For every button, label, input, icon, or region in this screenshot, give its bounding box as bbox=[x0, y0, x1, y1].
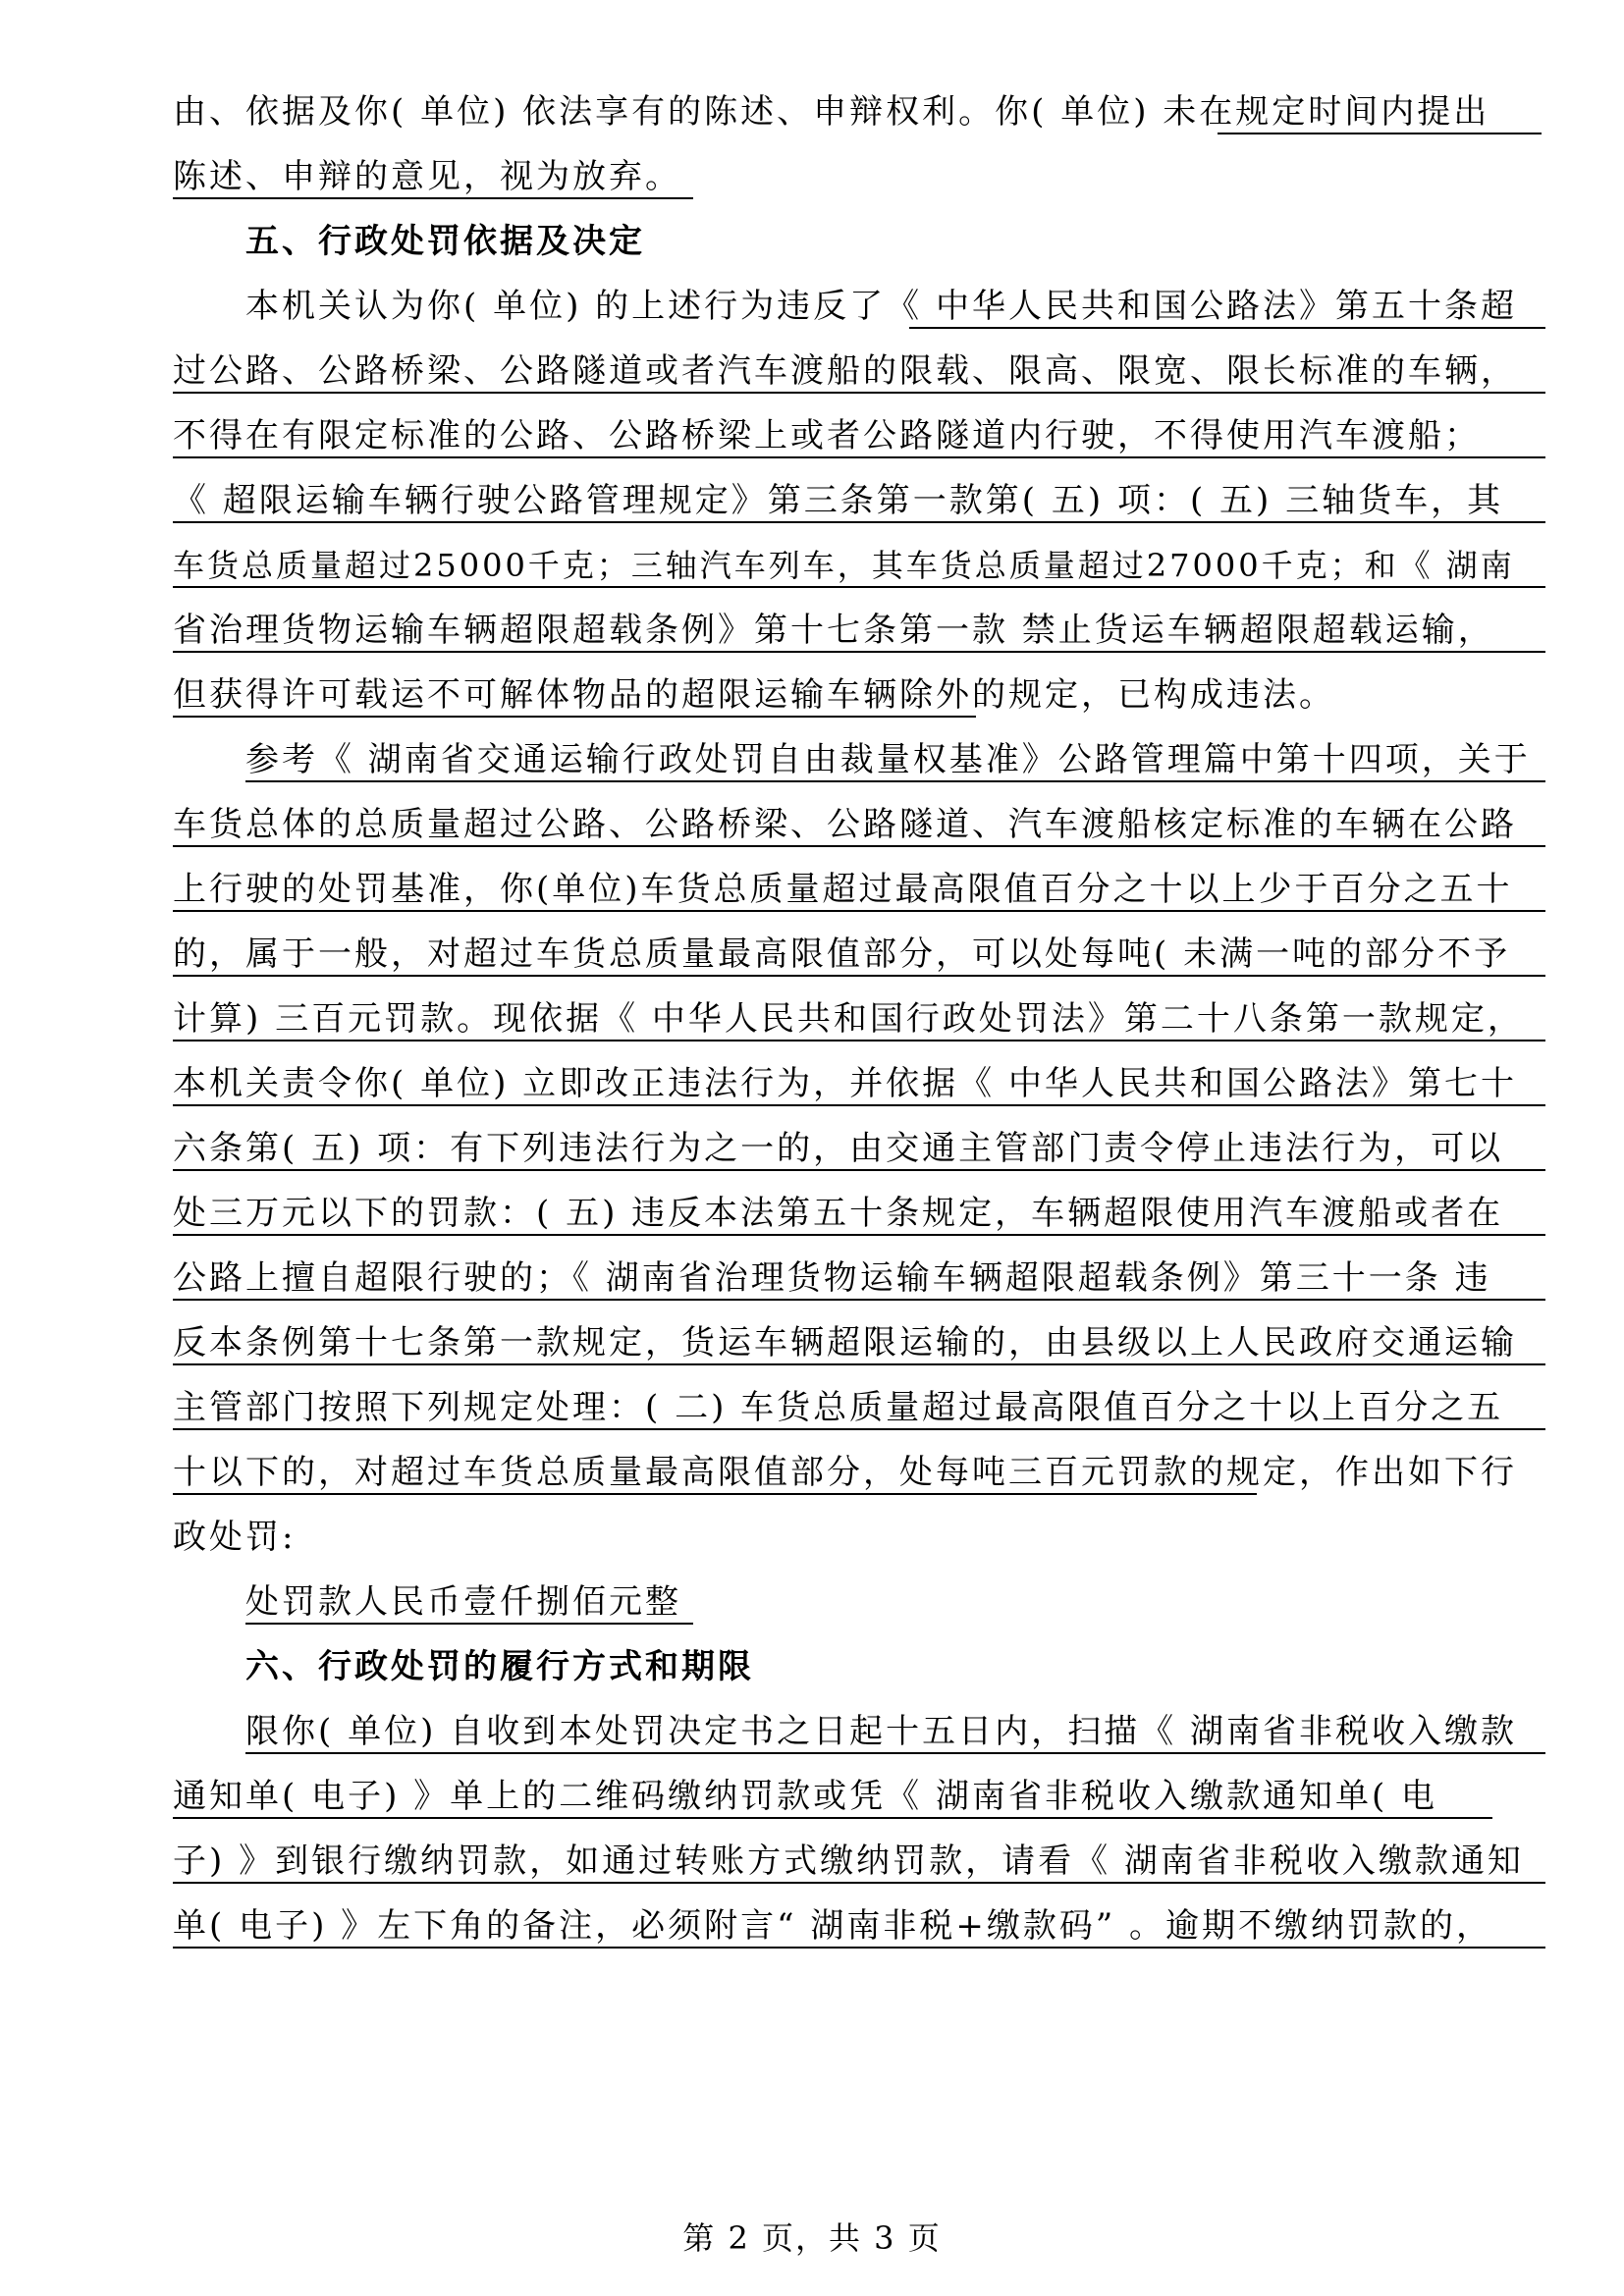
underline bbox=[173, 521, 1545, 523]
text-line: 不得在有限定标准的公路、公路桥梁上或者公路隧道内行驶，不得使用汽车渡船； bbox=[173, 416, 1481, 455]
underline bbox=[173, 975, 1545, 977]
text-line: 限你( 单位) 自收到本处罚决定书之日起十五日内，扫描《 湖南省非税收入缴款 bbox=[245, 1712, 1517, 1751]
text-line: 车货总体的总质量超过公路、公路桥梁、公路隧道、汽车渡船核定标准的车辆在公路 bbox=[173, 805, 1517, 844]
text-line: 省治理货物运输车辆超限超载条例》第十七条第一款 禁止货运车辆超限超载运输， bbox=[173, 611, 1494, 650]
underline bbox=[173, 716, 976, 718]
section-heading: 五、行政处罚依据及决定 bbox=[245, 222, 645, 261]
underline bbox=[173, 910, 1545, 912]
text-line: 单( 电子) 》左下角的备注，必须附言“ 湖南非税+缴款码” 。逾期不缴纳罚款的， bbox=[173, 1906, 1493, 1946]
text-line: 本机关责令你( 单位) 立即改正违法行为，并依据《 中华人民共和国公路法》第七十 bbox=[173, 1064, 1517, 1103]
underline bbox=[173, 1234, 1545, 1236]
page-footer: 第 2 页，共 3 页 bbox=[682, 2219, 942, 2257]
text-line: 由、依据及你( 单位) 依法享有的陈述、申辩权利。你( 单位) 未在规定时间内提出 bbox=[173, 92, 1490, 132]
underline bbox=[173, 1363, 1545, 1365]
text-line: 但获得许可载运不可解体物品的超限运输车辆除外的规定，已构成违法。 bbox=[173, 675, 1335, 715]
text-line: 的，属于一般，对超过车货总质量最高限值部分，可以处每吨( 未满一吨的部分不予 bbox=[173, 934, 1511, 974]
text-line: 参考《 湖南省交通运输行政处罚自由裁量权基准》公路管理篇中第十四项，关于 bbox=[245, 740, 1531, 779]
underline bbox=[173, 392, 1545, 394]
text-line: 政处罚: bbox=[173, 1518, 297, 1557]
text-line: 主管部门按照下列规定处理：( 二) 车货总质量超过最高限值百分之十以上百分之五 bbox=[173, 1388, 1504, 1427]
text-line: 车货总质量超过25000千克；三轴汽车列车，其车货总质量超过27000千克；和《 湖南 bbox=[173, 547, 1515, 584]
underline bbox=[173, 1947, 1545, 1949]
underline bbox=[173, 1104, 1545, 1106]
text-line: 本机关认为你( 单位) 的上述行为违反了《 中华人民共和国公路法》第五十条超 bbox=[245, 287, 1517, 326]
underline bbox=[173, 1169, 1545, 1171]
text-line: 计算) 三百元罚款。现依据《 中华人民共和国行政处罚法》第二十八条第一款规定， bbox=[173, 999, 1524, 1039]
text-line: 陈述、申辩的意见，视为放弃。 bbox=[173, 157, 681, 196]
underline bbox=[245, 1752, 1545, 1754]
text-line: 通知单( 电子) 》单上的二维码缴纳罚款或凭《 湖南省非税收入缴款通知单( 电 bbox=[173, 1777, 1438, 1816]
text-line: 六条第( 五) 项：有下列违法行为之一的，由交通主管部门责令停止违法行为，可以 bbox=[173, 1129, 1504, 1168]
underline bbox=[173, 651, 1545, 653]
underline bbox=[245, 1623, 693, 1625]
penalty-amount: 处罚款人民币壹仟捌佰元整 bbox=[245, 1582, 681, 1622]
text-line: 十以下的，对超过车货总质量最高限值部分，处每吨三百元罚款的规定，作出如下行 bbox=[173, 1453, 1517, 1492]
underline bbox=[173, 1428, 1545, 1430]
text-line: 公路上擅自超限行驶的；《 湖南省治理货物运输车辆超限超载条例》第三十一条 违 bbox=[173, 1258, 1491, 1298]
underline bbox=[173, 1882, 1545, 1884]
underline bbox=[173, 456, 1545, 458]
underline bbox=[173, 1493, 1257, 1495]
section-heading: 六、行政处罚的履行方式和期限 bbox=[245, 1647, 754, 1686]
underline bbox=[909, 327, 1545, 329]
text-line: 反本条例第十七条第一款规定，货运车辆超限运输的，由县级以上人民政府交通运输 bbox=[173, 1323, 1517, 1362]
underline bbox=[173, 1040, 1545, 1041]
underline bbox=[173, 197, 693, 199]
underline bbox=[1218, 133, 1542, 134]
text-line: 《 超限运输车辆行驶公路管理规定》第三条第一款第( 五) 项：( 五) 三轴货车，其 bbox=[173, 481, 1504, 520]
text-line: 子) 》到银行缴纳罚款，如通过转账方式缴纳罚款，请看《 湖南省非税收入缴款通知 bbox=[173, 1842, 1524, 1881]
text-line: 过公路、公路桥梁、公路隧道或者汽车渡船的限载、限高、限宽、限长标准的车辆， bbox=[173, 351, 1517, 391]
underline bbox=[173, 1299, 1545, 1301]
text-line: 处三万元以下的罚款：( 五) 违反本法第五十条规定，车辆超限使用汽车渡船或者在 bbox=[173, 1194, 1504, 1233]
underline bbox=[173, 586, 1545, 588]
underline bbox=[173, 1817, 1492, 1819]
underline bbox=[245, 780, 1545, 782]
text-line: 上行驶的处罚基准，你(单位)车货总质量超过最高限值百分之十以上少于百分之五十 bbox=[173, 870, 1513, 909]
underline bbox=[173, 845, 1545, 847]
